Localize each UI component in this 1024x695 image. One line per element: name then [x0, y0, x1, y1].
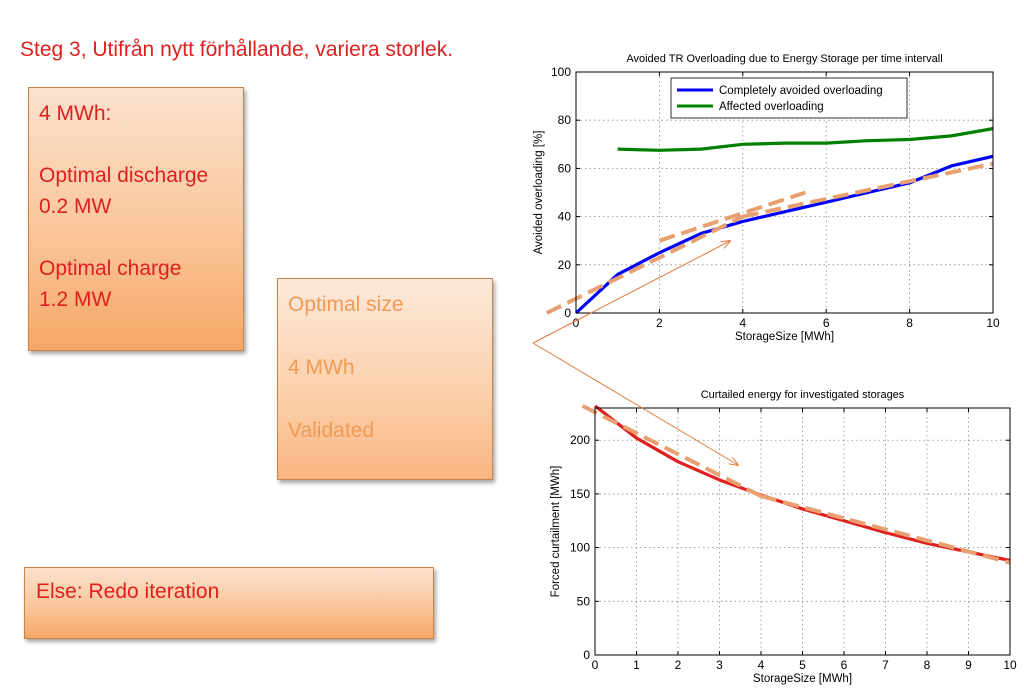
chart-title: Avoided TR Overloading due to Energy Storage per time intervall	[626, 53, 943, 65]
config-size-label: 4 MWh:	[39, 102, 112, 125]
avoided-overloading-chart	[533, 53, 1000, 343]
legend-label: Affected overloading	[719, 101, 824, 113]
x-tick-label: 2	[656, 316, 663, 330]
discharge-value: 0.2 MW	[39, 195, 112, 218]
slide-title: Steg 3, Utifrån nytt förhållande, variera storlek.	[20, 38, 454, 61]
curtailed-energy-chart	[550, 389, 1017, 685]
x-tick-label: 10	[986, 316, 1000, 330]
else-label: Else: Redo iteration	[36, 580, 220, 603]
charge-label: Optimal charge	[39, 257, 182, 280]
y-axis-label: Forced curtailment [MWh]	[550, 465, 562, 598]
x-tick-label: 9	[965, 658, 972, 672]
x-tick-label: 6	[840, 658, 848, 672]
x-tick-label: 8	[906, 316, 913, 330]
x-tick-label: 6	[822, 316, 830, 330]
x-tick-label: 7	[882, 658, 889, 672]
x-tick-label: 0	[572, 316, 580, 330]
x-tick-label: 10	[1003, 658, 1017, 672]
x-tick-label: 1	[633, 658, 640, 672]
y-tick-label: 60	[557, 161, 571, 176]
optimal-size-label: Optimal size	[288, 293, 404, 316]
x-tick-label: 3	[716, 658, 723, 672]
y-tick-label: 100	[569, 540, 590, 555]
y-tick-label: 100	[550, 65, 571, 79]
x-tick-label: 2	[674, 658, 682, 672]
validated-label: Validated	[288, 419, 375, 442]
optimal-size-value: 4 MWh	[288, 356, 355, 379]
y-tick-label: 150	[569, 486, 590, 501]
x-tick-label: 5	[799, 658, 806, 672]
y-tick-label: 40	[557, 209, 571, 224]
y-axis-label: Avoided overloading [%]	[533, 130, 545, 255]
x-tick-label: 8	[923, 658, 931, 672]
y-tick-label: 200	[569, 433, 590, 448]
x-axis-label: StorageSize [MWh]	[734, 331, 835, 343]
charge-value: 1.2 MW	[39, 288, 112, 311]
x-tick-label: 4	[739, 316, 747, 330]
legend-label: Completely avoided overloading	[719, 85, 883, 97]
chart-title: Curtailed energy for investigated storages	[700, 389, 905, 401]
discharge-label: Optimal discharge	[39, 164, 209, 187]
x-tick-label: 4	[757, 658, 765, 672]
y-tick-label: 0	[583, 648, 590, 662]
y-tick-label: 0	[564, 306, 571, 320]
y-tick-label: 50	[576, 594, 590, 609]
x-tick-label: 0	[591, 658, 599, 672]
y-tick-label: 80	[557, 113, 571, 128]
x-axis-label: StorageSize [MWh]	[752, 673, 853, 685]
y-tick-label: 20	[557, 257, 571, 272]
